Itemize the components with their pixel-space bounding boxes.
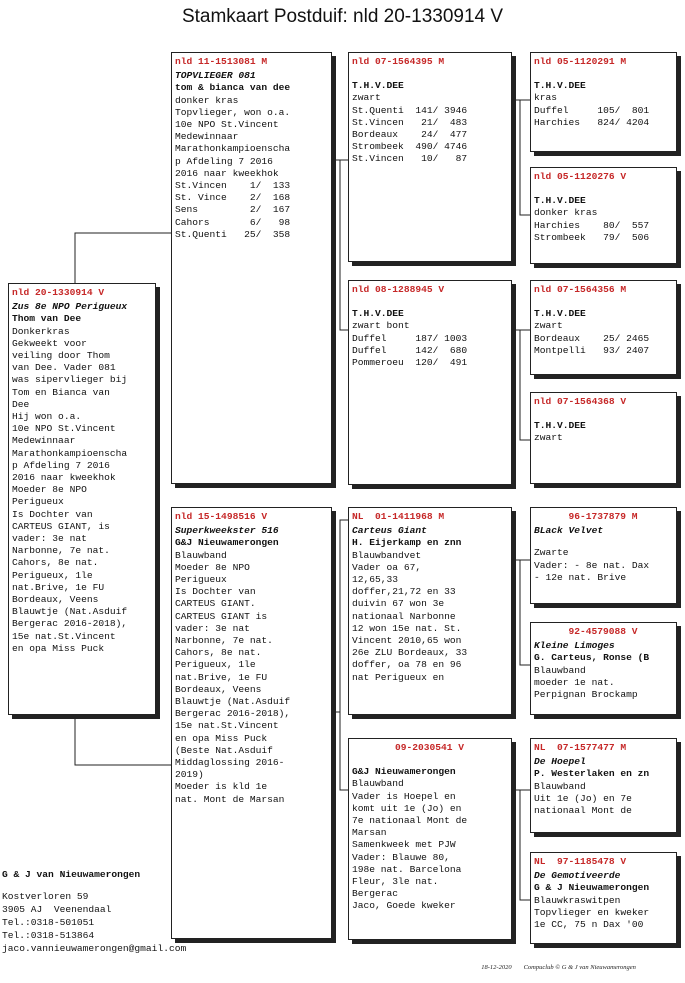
- text-line: was sipervlieger bij: [12, 374, 128, 386]
- text-line: moeder 1e nat.: [534, 676, 615, 688]
- text-line: Vader: - 8e nat. Dax: [534, 559, 650, 571]
- ring-number: nld 11-1513081 M: [175, 56, 268, 67]
- text-line: Topvlieger, won o.a.: [175, 106, 291, 118]
- text-line: Jaco, Goede kweker: [352, 900, 456, 912]
- owner-name: G & J Nieuwamerongen: [534, 882, 650, 894]
- ring-number: nld 15-1498516 V: [175, 511, 268, 522]
- text-line: Narbonne, 7e nat.: [12, 545, 110, 557]
- text-line: zwart bont: [352, 320, 410, 332]
- race-result: Harchies 80/ 557: [534, 219, 650, 231]
- race-result: Strombeek 490/ 4746: [352, 141, 468, 153]
- race-result: Strombeek 79/ 506: [534, 231, 650, 243]
- text-line: Tel.:0318-513864: [2, 930, 95, 941]
- card-lines: [352, 550, 507, 684]
- pigeon-name: Superkweekster 516: [175, 525, 279, 537]
- text-line: 15e nat.St.Vincent: [175, 720, 279, 732]
- race-result: St.Quenti 141/ 3946: [352, 104, 468, 116]
- text-line: Moeder 8e NPO: [175, 561, 250, 573]
- text-line: 26e ZLU Bordeaux, 33: [352, 647, 468, 659]
- text-line: donker kras: [534, 207, 598, 219]
- card-lines: [534, 547, 672, 584]
- race-result: Duffel 187/ 1003: [352, 332, 468, 344]
- card-ffm[interactable]: [530, 167, 677, 264]
- ring-number: nld 20-1330914 V: [12, 287, 105, 298]
- card-lines: [534, 92, 672, 104]
- text-line: Blauwkraswitpen: [534, 894, 621, 906]
- card-lines: [175, 95, 327, 180]
- race-result: Montpelli 93/ 2407: [534, 344, 650, 356]
- card-lines: [352, 320, 507, 332]
- text-line: Tel.:0318-501051: [2, 917, 95, 928]
- race-result: Sens 2/ 167: [175, 204, 291, 216]
- card-lines: [534, 665, 672, 702]
- text-line: CARTEUS GIANT, is: [12, 520, 110, 532]
- text-line: Marathonkampioenscha: [12, 447, 128, 459]
- text-line: Donkerkras: [12, 325, 70, 337]
- text-line: kras: [534, 92, 558, 104]
- ring-number: nld 08-1288945 V: [352, 284, 445, 295]
- text-line: Topvlieger en kweker: [534, 906, 650, 918]
- print-date: 18-12-2020: [481, 964, 512, 971]
- text-line: p Afdeling 7 2016: [175, 155, 273, 167]
- card-mm[interactable]: [348, 738, 512, 940]
- text-line: Narbonne, 7e nat.: [175, 635, 273, 647]
- text-line: Perigueux: [12, 496, 64, 508]
- text-line: jaco.vannieuwamerongen@gmail.com: [2, 943, 187, 954]
- text-line: 15e nat.St.Vincent: [12, 630, 116, 642]
- owner-name: G&J Nieuwamerongen: [175, 537, 279, 549]
- race-results: [352, 333, 507, 370]
- text-line: 10e NPO St.Vincent: [12, 423, 116, 435]
- card-father[interactable]: [171, 52, 332, 484]
- pigeon-name: Kleine Limoges: [534, 640, 615, 652]
- race-result: Duffel 142/ 680: [352, 344, 468, 356]
- text-line: Is Dochter van: [12, 508, 93, 520]
- race-result: St.Vincen 1/ 133: [175, 180, 291, 192]
- text-line: Vader: Blauwe 80,: [352, 851, 450, 863]
- card-fmf[interactable]: [530, 280, 677, 375]
- connector-mm: [512, 790, 530, 900]
- text-line: Moeder 8e NPO: [12, 484, 87, 496]
- text-line: Cahors, 8e nat.: [12, 557, 99, 569]
- text-line: Blauwtje (Nat.Asduif: [12, 606, 128, 618]
- pigeon-name: De Hoepel: [534, 756, 586, 768]
- owner-name: T.H.V.DEE: [534, 195, 586, 207]
- text-line: Bordeaux, Veens: [175, 683, 262, 695]
- text-line: 3905 AJ Veenendaal: [2, 904, 112, 915]
- page-title: Stamkaart Postduif: nld 20-1330914 V: [181, 6, 504, 27]
- text-line: Perigueux: [175, 574, 227, 586]
- ring-number: nld 05-1120291 M: [534, 56, 627, 67]
- text-line: p Afdeling 7 2016: [12, 459, 110, 471]
- text-line: van Dee. Vader 081: [12, 362, 116, 374]
- owner-name: Thom van Dee: [12, 313, 82, 325]
- text-line: Bordeaux, Veens: [12, 594, 99, 606]
- card-mmf[interactable]: [530, 738, 677, 833]
- text-line: Samenkweek met PJW: [352, 839, 456, 851]
- race-result: St. Vince 2/ 168: [175, 192, 291, 204]
- text-line: CARTEUS GIANT.: [175, 598, 256, 610]
- text-line: donker kras: [175, 94, 239, 106]
- text-line: vader: 3e nat: [12, 533, 87, 545]
- card-fmm[interactable]: [530, 392, 677, 484]
- text-line: Middaglossing 2016-: [175, 757, 285, 769]
- breeder-contact: [2, 868, 186, 955]
- text-line: Vader is Hoepel en: [352, 790, 456, 802]
- text-line: Fleur, 3le nat.: [352, 876, 439, 888]
- connector-subject-mother: [75, 712, 171, 765]
- ring-number: 92-4579088 V: [568, 626, 638, 637]
- connector-mother-grandparents: [332, 520, 348, 712]
- ring-number: 09-2030541 V: [394, 742, 465, 753]
- text-line: doffer,21,72 en 33: [352, 586, 456, 598]
- text-line: Vincent 2010,65 won: [352, 635, 462, 647]
- text-line: Cahors, 8e nat.: [175, 647, 262, 659]
- owner-name: T.H.V.DEE: [534, 308, 586, 320]
- text-line: Tom en Bianca van: [12, 386, 110, 398]
- card-lines: [534, 781, 672, 818]
- race-result: Bordeaux 25/ 2465: [534, 332, 650, 344]
- race-results: [534, 333, 672, 357]
- text-line: en opa Miss Puck: [175, 732, 268, 744]
- contact-lines: [2, 890, 186, 955]
- race-result: Duffel 105/ 801: [534, 104, 650, 116]
- breeder-name: G & J van Nieuwamerongen: [2, 869, 141, 880]
- text-line: doffer, oa 78 en 96: [352, 659, 462, 671]
- text-line: Blauwtje (Nat.Asduif: [175, 696, 291, 708]
- connector-ff: [512, 100, 530, 215]
- text-line: - 12e nat. Brive: [534, 571, 627, 583]
- text-line: duivin 67 won 3e: [352, 598, 445, 610]
- owner-name: T.H.V.DEE: [534, 80, 586, 92]
- text-line: Uit 1e (Jo) en 7e: [534, 792, 632, 804]
- card-mf[interactable]: [348, 507, 512, 715]
- owner-name: T.H.V.DEE: [534, 420, 586, 432]
- text-line: Blauwband: [534, 664, 586, 676]
- owner-name: P. Westerlaken en zn: [534, 768, 650, 780]
- text-line: Perigueux, 1le: [175, 659, 256, 671]
- text-line: 12,65,33: [352, 574, 399, 586]
- text-line: Medewinnaar: [175, 131, 239, 143]
- ring-number: nld 05-1120276 V: [534, 171, 627, 182]
- text-line: nat. Mont de Marsan: [175, 793, 285, 805]
- ring-number: nld 07-1564368 V: [534, 396, 627, 407]
- card-lines: [352, 778, 507, 912]
- pigeon-name: TOPVLIEGER 081: [175, 70, 256, 82]
- text-line: Blauwband: [534, 780, 586, 792]
- race-result: St.Quenti 25/ 358: [175, 228, 291, 240]
- card-subject[interactable]: [8, 283, 156, 715]
- card-lines: [534, 207, 672, 219]
- text-line: Hij won o.a.: [12, 411, 82, 423]
- text-line: nat.Brive, 1e FU: [12, 581, 105, 593]
- ring-number: NL 07-1577477 M: [534, 742, 627, 753]
- card-lines: [352, 92, 507, 104]
- connector-fm: [512, 330, 530, 440]
- ring-number: NL 01-1411968 M: [352, 511, 445, 522]
- card-ff[interactable]: [348, 52, 512, 262]
- text-line: 1e CC, 75 n Dax '00: [534, 919, 644, 931]
- pigeon-name: De Gemotiveerde: [534, 870, 621, 882]
- footer: [478, 957, 648, 971]
- text-line: 12 won 15e nat. St.: [352, 622, 462, 634]
- ring-number: NL 97-1185478 V: [534, 856, 627, 867]
- text-line: vader: 3e nat: [175, 622, 250, 634]
- ring-number: nld 07-1564395 M: [352, 56, 445, 67]
- text-line: zwart: [534, 320, 563, 332]
- race-results: [534, 105, 672, 129]
- text-line: Perpignan Brockamp: [534, 689, 638, 701]
- owner-name: G&J Nieuwamerongen: [352, 766, 456, 778]
- card-lines: [534, 432, 672, 444]
- text-line: Vader oa 67,: [352, 561, 422, 573]
- pigeon-name: Carteus Giant: [352, 525, 427, 537]
- card-mmm[interactable]: [530, 852, 677, 944]
- race-result: Bordeaux 24/ 477: [352, 129, 468, 141]
- text-line: Marsan: [352, 827, 387, 839]
- text-line: Blauwbandvet: [352, 549, 422, 561]
- text-line: Bergerac 2016-2018),: [12, 618, 128, 630]
- text-line: 2016 naar kweekhok: [175, 167, 279, 179]
- owner-name: T.H.V.DEE: [352, 80, 404, 92]
- card-lines: [175, 550, 327, 806]
- connector-subject-father: [75, 233, 171, 283]
- race-result: St.Vincen 21/ 483: [352, 116, 468, 128]
- owner-name: T.H.V.DEE: [352, 308, 404, 320]
- owner-name: tom & bianca van dee: [175, 82, 291, 94]
- race-results: [534, 220, 672, 244]
- text-line: 7e nationaal Mont de: [352, 815, 468, 827]
- text-line: Gekweekt voor: [12, 337, 87, 349]
- card-mfm[interactable]: [530, 622, 677, 715]
- ring-number: nld 07-1564356 M: [534, 284, 627, 295]
- card-lines: [534, 895, 672, 932]
- text-line: Blauwband: [175, 549, 227, 561]
- text-line: Moeder is kld 1e: [175, 781, 268, 793]
- text-line: Marathonkampioenscha: [175, 143, 291, 155]
- text-line: nat.Brive, 1e FU: [175, 671, 268, 683]
- card-fff[interactable]: [530, 52, 677, 152]
- text-line: veiling door Thom: [12, 350, 110, 362]
- pigeon-name: BLack Velvet: [534, 525, 604, 537]
- text-line: Medewinnaar: [12, 435, 76, 447]
- software-credit: Compuclub © G & J van Nieuwamerongen: [523, 964, 636, 971]
- text-line: nationaal Narbonne: [352, 610, 456, 622]
- text-line: 2016 naar kweekhok: [12, 472, 116, 484]
- race-result: Pommeroeu 120/ 491: [352, 357, 468, 369]
- card-lines: [12, 326, 151, 655]
- owner-name: H. Eijerkamp en znn: [352, 537, 462, 549]
- race-result: Cahors 6/ 98: [175, 216, 291, 228]
- text-line: zwart: [352, 92, 381, 104]
- text-line: Blauwband: [352, 778, 404, 790]
- text-line: nat Perigueux en: [352, 671, 445, 683]
- race-results: [352, 105, 507, 166]
- text-line: 2019): [175, 769, 204, 781]
- race-result: Harchies 824/ 4204: [534, 116, 650, 128]
- card-lines: [534, 320, 672, 332]
- text-line: zwart: [534, 432, 563, 444]
- text-line: (Beste Nat.Asduif: [175, 744, 273, 756]
- text-line: Bergerac: [352, 888, 399, 900]
- text-line: Bergerac 2016-2018),: [175, 708, 291, 720]
- race-results: [175, 180, 327, 241]
- card-fm[interactable]: [348, 280, 512, 485]
- ring-number: 96-1737879 M: [568, 511, 638, 522]
- text-line: 198e nat. Barcelona: [352, 863, 462, 875]
- text-line: Zwarte: [534, 547, 569, 559]
- card-mother[interactable]: [171, 507, 332, 939]
- text-line: en opa Miss Puck: [12, 642, 105, 654]
- text-line: Is Dochter van: [175, 586, 256, 598]
- card-mff[interactable]: [530, 507, 677, 604]
- text-line: Kostverloren 59: [2, 891, 89, 902]
- text-line: CARTEUS GIANT is: [175, 610, 268, 622]
- connector-mf: [512, 560, 530, 665]
- connector-father-grandparents: [332, 160, 348, 330]
- text-line: Dee: [12, 398, 30, 410]
- owner-name: G. Carteus, Ronse (B: [534, 652, 650, 664]
- text-line: Perigueux, 1le: [12, 569, 93, 581]
- race-result: St.Vincen 10/ 87: [352, 153, 468, 165]
- pigeon-name: Zus 8e NPO Perigueux: [12, 301, 128, 313]
- text-line: komt uit 1e (Jo) en: [352, 802, 462, 814]
- text-line: nationaal Mont de: [534, 805, 632, 817]
- text-line: 10e NPO St.Vincent: [175, 119, 279, 131]
